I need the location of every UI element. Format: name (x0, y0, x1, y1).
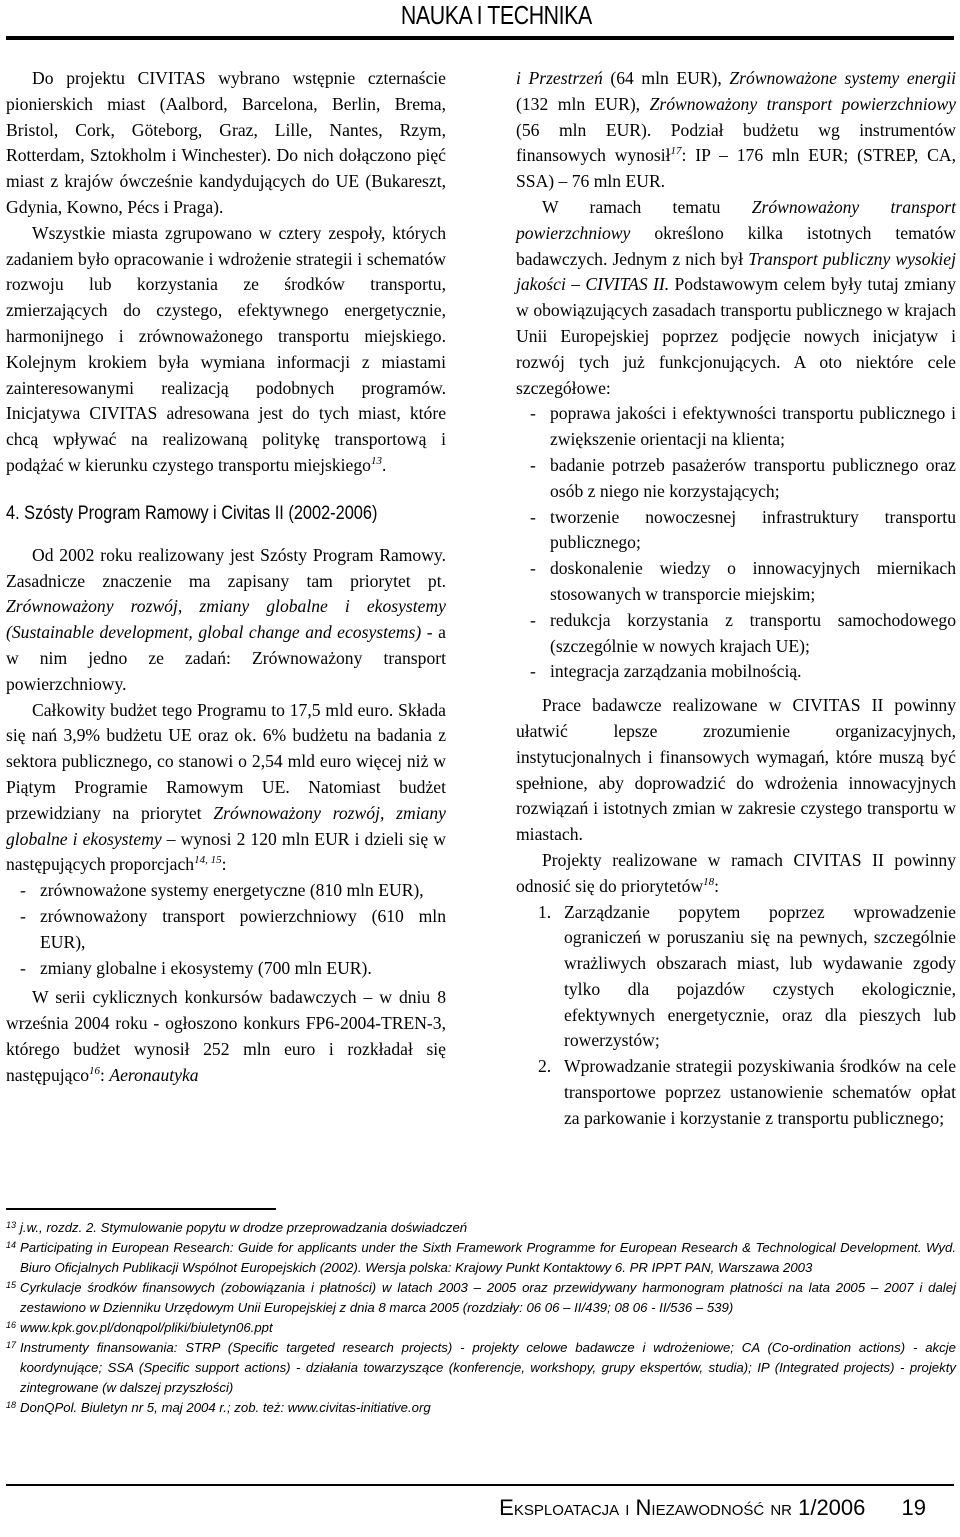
list-item-text: zrównoważone systemy energetyczne (810 mln EUR), (40, 880, 424, 901)
page-number: 19 (901, 1495, 926, 1520)
list-item: - zmiany globalne i ekosystemy (700 mln EUR). (20, 957, 372, 978)
paragraph (516, 66, 956, 195)
paragraph (6, 221, 446, 479)
paragraph-text: Podstawowym celem były tutaj zmiany w obowiązujących zasadach transportu publicznego w krajach Unii Europejskiej poprzez podjęcie nowych inicjatyw i rozwój tych już funkcjonujących. A oto niektóre cele szczegółowe: (516, 274, 956, 398)
paragraph-text: : IP – 176 mln EUR; (STREP, CA, SSA) – 76 mln EUR. (516, 145, 956, 192)
list-item: - zrównoważone systemy energetyczne (810 mln EUR), (20, 880, 424, 901)
header-rule (6, 36, 954, 40)
footnote-number: 18 (6, 1400, 17, 1410)
italic-text: Aeronautyka (109, 1064, 199, 1085)
paragraph-text: Od 2002 roku realizowany jest Szósty Program Ramowy. Zasadnicze znaczenie ma zapisany tam priorytet pt. (6, 544, 446, 591)
footnote (6, 1398, 956, 1418)
paragraph-text: (56 mln EUR). Podział budżetu wg instrumentów finansowych wynosił (516, 119, 956, 166)
paragraph-text: W serii cyklicznych konkursów badawczych – w dniu 8 września 2004 roku - ogłoszono konkurs FP6-2004-TREN-3, którego budżet wynosił 252 mln euro i rozkładał się następująco (6, 987, 446, 1085)
list-item-text: zrównoważony transport powierzchniowy (610 mln EUR), (40, 905, 446, 952)
footnote-number: 15 (6, 1280, 17, 1290)
italic-text: i Przestrzeń (516, 68, 603, 88)
footnote-text: www.kpk.gov.pl/donqpol/pliki/biuletyn06.ppt (20, 1320, 273, 1335)
numbered-item-text: Zarządzanie popytem poprzez wprowadzenie ograniczeń w poruszaniu się na pewnych, szczególnie wrażliwych obszarach miast, lub wydawanie zgody tylko dla pojazdów czystych ekologicznie, efektywnych energetycznie, oraz dla pieszych lub rowerzystów; (564, 901, 956, 1051)
list-item: - poprawa jakości i efektywności transportu publicznego i zwiększenie orientacji na klienta; (530, 403, 956, 450)
footnote-rule (6, 1208, 276, 1210)
footnote (6, 1278, 956, 1318)
page-header (0, 0, 960, 42)
footnote-text: Participating in European Research: Guide for applicants under the Sixth Framework Programme for European Research & Technological Development. Wyd. Biuro Oficjalnych Publikacji Wspólnot Europejskich (2002). Wersja polska: Krajowy Punkt Kontaktowy 6. PR IPPT PAN, Warszawa 2003 (20, 1240, 956, 1275)
list-item: - doskonalenie wiedzy o innowacyjnych miernikach stosowanych w transporcie miejskim; (530, 558, 956, 604)
paragraph-text: – wynosi 2 120 mln EUR i dzieli się w następujących proporcjach (6, 828, 447, 875)
italic-text: Zrównoważony transport powierzchniowy (516, 196, 956, 243)
paragraph (6, 698, 446, 879)
footnote-number: 14 (6, 1240, 17, 1250)
footnote-ref: 14, 15 (194, 854, 222, 867)
punctuation: : (714, 875, 720, 896)
footnote-number: 13 (6, 1220, 17, 1230)
punctuation: . (381, 454, 387, 475)
footnote (6, 1338, 956, 1398)
item-number: 2. (538, 1056, 552, 1077)
footnote (6, 1218, 956, 1238)
paragraph-text: (132 mln EUR), (516, 93, 650, 114)
footnote-number: 16 (6, 1320, 17, 1330)
list-item: - tworzenie nowoczesnej infrastruktury transportu publicznego; (530, 506, 956, 553)
numbered-item (516, 900, 956, 1055)
paragraph-text: Całkowity budżet tego Programu to 17,5 mld euro. Składa się nań 3,9% budżetu UE oraz ok. 6% budżetu na badania z sektora publicznego, co stanowi o 2,54 mld euro więcej niż w Piątym Programie Ramowym UE. Natomiast budżet przewidziany na priorytet (6, 699, 446, 823)
item-number: 1. (538, 901, 552, 922)
list-item: - integracja zarządzania mobilnością. (530, 661, 802, 682)
paragraph-text: - a w nim jedno ze zadań: Zrównoważony transport powierzchniowy. (6, 622, 446, 694)
italic-text: Transport publiczny wysokiej jakości – CIVITAS II. (516, 248, 956, 295)
list-item-text: integracja zarządzania mobilnością. (550, 661, 802, 682)
footnote-ref: 13 (370, 455, 382, 468)
paragraph: Prace badawcze realizowane w CIVITAS II powinny ułatwić lepsze zrozumienie organizacyjnych, instytucjonalnych i finansowych wymagań, które muszą być spełnione, aby doprowadzić do wdrożenia innowacyjnych rozwiązań i istotnych zmian w zakresie czystego transportu w miastach. (516, 695, 956, 845)
list-item-text: zmiany globalne i ekosystemy (700 mln EUR). (40, 957, 372, 978)
list-item-text: redukcja korzystania z transportu samochodowego (szczególnie w nowych krajach UE); (550, 609, 956, 656)
numbered-item (516, 1054, 956, 1131)
paragraph (516, 195, 956, 401)
footnote-ref: 17 (670, 145, 682, 158)
italic-text: Zrównoważony rozwój, zmiany globalne i ekosystemy (Sustainable development, global change and ecosystems) (6, 596, 446, 643)
left-column (6, 66, 446, 1088)
italic-text: Zrównoważony transport powierzchniowy (649, 93, 956, 114)
paragraph-text: Projekty realizowane w ramach CIVITAS II powinny odnosić się do priorytetów (516, 849, 956, 896)
list-item-text: poprawa jakości i efektywności transportu publicznego i zwiększenie orientacji na klienta; (550, 403, 956, 450)
paragraph (6, 543, 446, 698)
punctuation: : (221, 854, 227, 875)
footnote (6, 1238, 956, 1278)
footer-rule (6, 1484, 954, 1486)
paragraph: Do projektu CIVITAS wybrano wstępnie czternaście pionierskich miast (Aalbord, Barcelona, Berlin, Brema, Bristol, Cork, Göteborg, Graz, Lille, Nantes, Rzym, Rotterdam, Sztokholm i Winchester). Do nich dołączono pięć miast z krajów ówcześnie kandydujących do UE (Bukareszt, Gdynia, Kowno, Pécs i Praga). (6, 68, 446, 217)
footnote-ref: 18 (703, 875, 715, 888)
italic-text: Zrównoważony rozwój, zmiany globalne i ekosystemy (6, 802, 446, 849)
list-item: - zrównoważony transport powierzchniowy (610 mln EUR), (20, 905, 446, 952)
footnote (6, 1318, 956, 1338)
footnote-text: Cyrkulacje środków finansowych (zobowiązania i płatności) w latach 2003 – 2005 oraz przewidywany harmonogram płatności na lata 2005 – 2007 i dalej zestawiono w Dzienniku Urzędowym Unii Europejskiej z dnia 8 marca 2005 (rozdziały: 06 06 – II/439; 08 06 - II/536 – 539) (20, 1280, 956, 1315)
journal-name: Eksploatacja i Niezawodność nr 1/2006 (499, 1495, 866, 1520)
page-footer (499, 1494, 926, 1522)
paragraph (6, 985, 446, 1088)
section-title: NAUKA I TECHNIKA (401, 0, 592, 30)
footnotes (6, 1218, 956, 1418)
paragraph (516, 848, 956, 900)
punctuation: : (100, 1064, 110, 1085)
paragraph-text: określono kilka istotnych tematów badawczych. Jednym z nich był (516, 222, 956, 269)
footnote-number: 17 (6, 1340, 17, 1350)
list-item: - redukcja korzystania z transportu samochodowego (szczególnie w nowych krajach UE); (530, 609, 956, 656)
section-heading: 4. Szósty Program Ramowy i Civitas II (2002-2006) (6, 502, 378, 524)
italic-text: Zrównoważone systemy energii (729, 68, 956, 88)
paragraph-text: Wszystkie miasta zgrupowano w cztery zespoły, których zadaniem było opracowanie i wdrożenie strategii i schematów rozwoju lub korzystania ze środków transportu, zmierzających do czystego, efektywnego energetycznie, harmonijnego i zrównoważonego transportu miejskiego. Kolejnym krokiem była wymiana informacji z miastami zainteresowanymi realizacją podobnych programów. Inicjatywa CIVITAS adresowana jest do tych miast, które chcą wpływać na realizowaną politykę transportową i podążać w kierunku czystego transportu miejskiego (6, 222, 446, 475)
footnote-text: j.w., rozdz. 2. Stymulowanie popytu w drodze przeprowadzania doświadczeń (20, 1220, 468, 1235)
list-item-text: badanie potrzeb pasażerów transportu publicznego oraz osób z niego nie korzystających; (550, 454, 956, 501)
footnote-text: DonQPol. Biuletyn nr 5, maj 2004 r.; zob. też: www.civitas-initiative.org (20, 1400, 431, 1415)
numbered-item-text: Wprowadzanie strategii pozyskiwania środków na cele transportowe poprzez ustanowienie schematów opłat za parkowanie i korzystanie z transportu publicznego; (564, 1056, 956, 1128)
footnote-text: Instrumenty finansowania: STRP (Specific targeted research projects) - projekty celowe badawcze i wdrożeniowe; CA (Co-ordination actions) - akcje koordynujące; SSA (Specific support actions) - działania towarzyszące (konferencje, workshopy, grupy ekspertów, studia); IP (Integrated projects) - projekty zintegrowane (w dalszej przyszłości) (20, 1340, 956, 1395)
list-item-text: tworzenie nowoczesnej infrastruktury transportu publicznego; (550, 506, 956, 553)
paragraph-text: W ramach tematu (542, 196, 752, 217)
footnote-ref: 16 (89, 1064, 101, 1077)
paragraph-text: (64 mln EUR), (602, 68, 730, 88)
list-item-text: doskonalenie wiedzy o innowacyjnych miernikach stosowanych w transporcie miejskim; (550, 558, 956, 604)
right-column (516, 66, 956, 1132)
list-item: - badanie potrzeb pasażerów transportu publicznego oraz osób z niego nie korzystających; (530, 454, 956, 501)
